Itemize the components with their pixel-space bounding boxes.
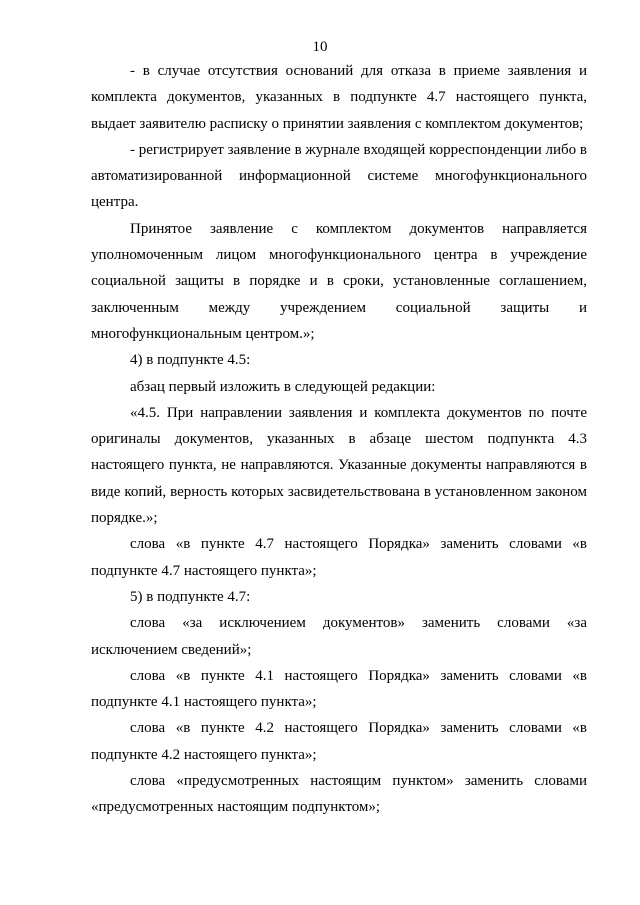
page-number: 10 xyxy=(312,39,328,55)
paragraph-item-5: 5) в подпункте 4.7: xyxy=(130,588,251,605)
document-body xyxy=(91,58,587,821)
paragraph-item-4: 4) в подпункте 4.5: xyxy=(130,352,251,369)
paragraph-accepted-application: Принятое заявление с комплектом документов направляется уполномоченным лицом многофункционального центра в учреждение социальной защиты в порядке и в сроки, установленные соглашением, заключенным между учреждением социальной защиты и многофункциональным центром.»; xyxy=(91,220,587,342)
paragraph-quote-4-5: «4.5. При направлении заявления и комплекта документов по почте оригиналы документов, указанных в абзаце шестом подпункта 4.3 настоящего пункта, не направляются. Указанные документы направляются в виде копий, верность которых засвидетельствована в установленном законом порядке.»; xyxy=(91,404,587,527)
paragraph-replace-4-1: слова «в пункте 4.1 настоящего Порядка» заменить словами «в подпункте 4.1 настоящего пункта»; xyxy=(91,667,587,711)
paragraph-first-paragraph-edit: абзац первый изложить в следующей редакции: xyxy=(130,378,436,395)
paragraph-register: - регистрирует заявление в журнале входящей корреспонденции либо в автоматизированной информационной системе многофункционального центра. xyxy=(91,141,587,211)
paragraph-replace-4-7: слова «в пункте 4.7 настоящего Порядка» заменить словами «в подпункте 4.7 настоящего пункта»; xyxy=(91,536,587,579)
paragraph-replace-provided: слова «предусмотренных настоящим пунктом» заменить словами «предусмотренных настоящим подпунктом»; xyxy=(91,773,587,816)
paragraph-receipt: - в случае отсутствия оснований для отказа в приеме заявления и комплекта документов, указанных в подпункте 4.7 настоящего пункта, выдает заявителю расписку о принятии заявления с комплектом документов; xyxy=(91,63,587,132)
paragraph-replace-exception: слова «за исключением документов» заменить словами «за исключением сведений»; xyxy=(91,615,587,658)
paragraph-replace-4-2: слова «в пункте 4.2 настоящего Порядка» заменить словами «в подпункте 4.2 настоящего пункта»; xyxy=(91,720,587,763)
